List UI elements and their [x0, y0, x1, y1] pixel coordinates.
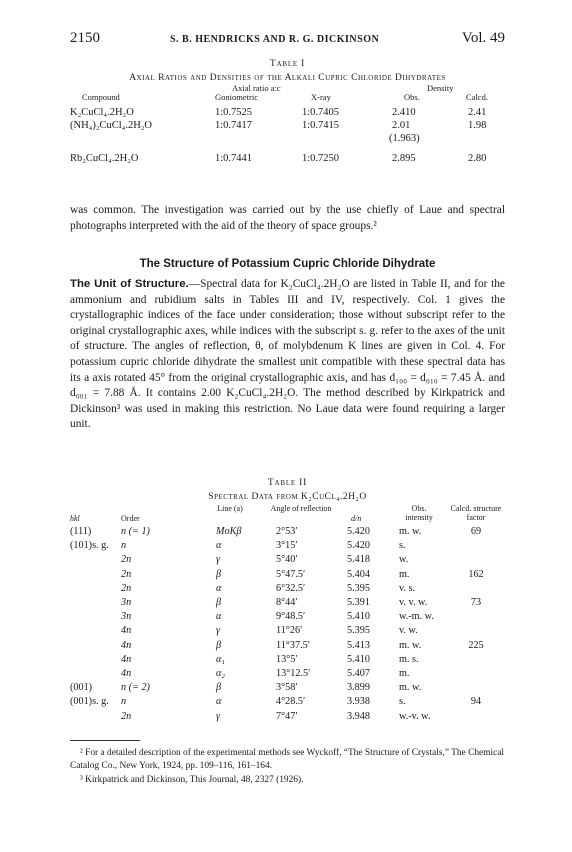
- table-1-density-head: Density: [427, 83, 454, 93]
- t2-cell-order: 3n: [121, 611, 132, 623]
- t2-cell-intensity: m. s.: [399, 653, 419, 665]
- t2-cell-intensity: w.-v. w.: [399, 710, 431, 722]
- table-1: [70, 59, 505, 185]
- t2-cell-angle: 2°53′: [276, 526, 298, 537]
- t2-cell-intensity: v. s.: [399, 582, 416, 594]
- t2-cell-dn: 5.395: [347, 582, 370, 594]
- t2-cell-line: α: [216, 611, 222, 623]
- t1-r2-compound: (NH₄)₂CuCl₄.2H₂O: [70, 120, 153, 131]
- t1-r1-compound: K₂CuCl₄.2H₂O: [70, 107, 134, 118]
- table-2-title: Spectral Data from K₂CuCl₄.2H₂O: [208, 492, 367, 502]
- t1-r1-calcd: 2.41: [468, 107, 487, 118]
- t2-cell-intensity: m. w.: [399, 682, 422, 694]
- t2-cell-dn: 5.404: [347, 568, 370, 580]
- t2-cell-line: α: [216, 582, 222, 594]
- t1-r2-obs-alt: (1.963): [389, 133, 420, 144]
- t2-col-structure: Calcd. structure factor: [450, 504, 502, 522]
- t1-r1-obs: 2.410: [392, 107, 416, 118]
- t2-cell-order: 4n: [121, 639, 132, 651]
- t2-cell-order: 4n: [121, 668, 132, 679]
- footnote-3: ³ Kirkpatrick and Dickinson, This Journal, 48, 2327 (1926).: [80, 775, 304, 785]
- volume-label: Vol. 49: [461, 30, 505, 46]
- t2-cell-angle: 4°28.5′: [276, 696, 306, 708]
- footnotes: [70, 740, 505, 787]
- t2-cell-structure-factor: 73: [470, 597, 482, 608]
- t1-r2-gonio: 1:0.7417: [215, 120, 253, 131]
- t2-col-angle: Angle of reflection: [270, 504, 332, 513]
- t2-cell-intensity: v. v. w.: [399, 597, 428, 608]
- t2-cell-line: α: [216, 696, 222, 708]
- t2-cell-intensity: m. w.: [399, 639, 422, 651]
- paragraph-2: [70, 277, 505, 433]
- t2-cell-line: γ: [216, 625, 221, 637]
- t2-cell-hkl: (001)s. g.: [70, 696, 109, 708]
- t1-r3-obs: 2.895: [392, 153, 416, 164]
- t2-cell-line: β: [216, 597, 222, 608]
- t2-cell-intensity: w.-m. w.: [399, 611, 434, 623]
- t1-r3-calcd: 2.80: [468, 153, 487, 164]
- t2-col-order: Order: [121, 514, 140, 523]
- t2-cell-angle: 11°37.5′: [276, 639, 310, 651]
- t2-cell-order: 4n: [121, 625, 132, 637]
- t2-cell-dn: 3.948: [347, 710, 370, 722]
- t2-cell-intensity: m.: [399, 568, 410, 580]
- t2-cell-order: 4n: [121, 653, 132, 665]
- running-title: S. B. HENDRICKS AND R. G. DICKINSON: [170, 34, 380, 45]
- table-1-col-gonio: Goniometric: [215, 92, 258, 102]
- t2-cell-angle: 3°15′: [276, 540, 298, 552]
- t1-r3-compound: Rb₂CuCl₄.2H₂O: [70, 153, 139, 164]
- t2-cell-dn: 5.420: [347, 526, 370, 537]
- t2-cell-angle: 3°58′: [276, 682, 298, 694]
- table-1-label: Table I: [269, 59, 306, 69]
- t2-cell-line: β: [216, 568, 222, 580]
- t2-col-intensity: Obs. intensity: [405, 504, 433, 522]
- table-2-body: [70, 526, 505, 731]
- t2-cell-line: γ: [216, 710, 221, 722]
- t2-cell-angle: 6°32.5′: [276, 582, 306, 594]
- t2-cell-hkl: (111): [70, 526, 92, 537]
- t2-cell-angle: 11°26′: [276, 625, 303, 637]
- t2-cell-hkl: (101)s. g.: [70, 540, 109, 552]
- t2-cell-order: n (= 1): [121, 526, 150, 537]
- journal-page: [70, 28, 505, 785]
- t2-cell-order: n: [121, 696, 127, 708]
- t2-col-line: Line (a): [217, 504, 243, 513]
- t2-cell-angle: 7°47′: [276, 710, 298, 722]
- t2-cell-line: γ: [216, 554, 221, 566]
- t1-r3-xray: 1:0.7250: [302, 153, 340, 164]
- t2-cell-dn: 5.410: [347, 653, 370, 665]
- paragraph-2-text: —Spectral data for K₂CuCl₄.2H₂O are listed in Table II, and for the ammonium and rubidium salts in Tables III and IV, respectively. Col. 1 gives the crystallographic indices of the face under consideration; those without subscript refer to the original crystallographic axes, while indices with the subscript s. g. refer to the axes of the unit of structure. The angles of reflection, θ, of molybdenum K lines are given in Col. 4. For potassium cupric chloride dihydrate the smallest unit compatible with these spectral data has its a axis rotated 45° from the original crystallographic axis, and has d₁₀₀ = d₀₁₀ = 7.45 Å. and d₀₀₁ = 7.88 Å. It contains 2.00 K₂CuCl₄.2H₂O. The method described by Kirkpatrick and Dickinson³ was used in making this restriction. No Laue data were found requiring a larger unit.: [70, 278, 505, 431]
- footnote-2: ² For a detailed description of the experimental methods see Wyckoff, “The Structure of Crystals,” The Chemical Catalog Co., New York, 1924, pp. 109–116, 161–164.: [70, 748, 504, 771]
- t2-cell-dn: 5.410: [347, 611, 370, 623]
- t2-cell-structure-factor: 69: [470, 526, 482, 537]
- t2-cell-line: β: [216, 639, 222, 651]
- t2-col-hkl: hkl: [70, 514, 80, 523]
- paragraph-1: was common. The investigation was carried out by the use chiefly of Laue and spectral photographs interpreted with the aid of the theory of space groups.²: [70, 204, 505, 232]
- t2-cell-line: α₁: [216, 653, 225, 665]
- t2-cell-intensity: s.: [399, 696, 406, 708]
- t2-cell-intensity: m.: [399, 668, 410, 679]
- t2-cell-order: 3n: [121, 597, 132, 608]
- t2-cell-dn: 5.413: [347, 639, 370, 651]
- table-2-label: Table II: [267, 478, 308, 488]
- t2-cell-intensity: v. w.: [399, 625, 418, 637]
- footnote-rule: [70, 740, 140, 741]
- table-1-title: Axial Ratios and Densities of the Alkali Cupric Chloride Dihydrates: [129, 73, 446, 83]
- t1-r1-gonio: 1:0.7525: [215, 107, 253, 118]
- table-1-col-compound: Compound: [82, 92, 120, 102]
- t2-cell-structure-factor: 225: [468, 639, 484, 651]
- t2-cell-angle: 8°44′: [276, 597, 298, 608]
- t2-cell-line: α: [216, 540, 222, 552]
- t2-cell-angle: 13°12.5′: [276, 668, 311, 679]
- t2-cell-line: MoKβ: [216, 526, 242, 537]
- t2-cell-dn: 3.899: [347, 682, 370, 694]
- t2-cell-line: α₂: [216, 668, 225, 679]
- table-2: [70, 478, 505, 731]
- t2-cell-dn: 5.407: [347, 668, 370, 679]
- t2-cell-angle: 5°40′: [276, 554, 298, 566]
- t2-cell-structure-factor: 94: [470, 696, 482, 708]
- t2-cell-dn: 3.938: [347, 696, 370, 708]
- t1-r3-gonio: 1:0.7441: [215, 153, 253, 164]
- t2-cell-order: 2n: [121, 568, 132, 580]
- t2-cell-dn: 5.391: [347, 597, 370, 608]
- t2-cell-order: 2n: [121, 582, 132, 594]
- t2-cell-order: n: [121, 540, 127, 552]
- t2-cell-intensity: w.: [399, 554, 409, 566]
- t1-r2-xray: 1:0.7415: [302, 120, 340, 131]
- table-1-col-calcd: Calcd.: [466, 92, 488, 102]
- t2-cell-intensity: m. w.: [399, 526, 422, 537]
- t1-r1-xray: 1:0.7405: [302, 107, 340, 118]
- t2-cell-order: 2n: [121, 710, 132, 722]
- t2-cell-angle: 5°47.5′: [276, 568, 306, 580]
- table-1-col-xray: X-ray: [311, 92, 331, 102]
- t1-r2-obs: 2.01: [392, 120, 411, 131]
- t2-cell-dn: 5.418: [347, 554, 370, 566]
- t2-cell-line: β: [216, 682, 222, 694]
- t2-cell-order: 2n: [121, 554, 132, 566]
- t2-cell-structure-factor: 162: [468, 568, 484, 580]
- t2-cell-dn: 5.395: [347, 625, 370, 637]
- t2-cell-dn: 5.420: [347, 540, 370, 552]
- section-title: The Structure of Potassium Cupric Chloride Dihydrate: [139, 258, 436, 270]
- table-1-col-obs: Obs.: [404, 92, 420, 102]
- page-number: 2150: [70, 30, 100, 46]
- t2-cell-order: n (= 2): [121, 682, 150, 694]
- t2-cell-angle: 9°48.5′: [276, 611, 306, 623]
- run-in-heading: The Unit of Structure.: [70, 278, 189, 290]
- page-header: [70, 28, 505, 48]
- t1-r2-calcd: 1.98: [468, 120, 487, 131]
- t2-cell-angle: 13°5′: [276, 653, 298, 665]
- table-1-axial-head: Axial ratio a:c: [232, 83, 281, 93]
- t2-cell-hkl: (001): [70, 682, 93, 694]
- t2-cell-intensity: s.: [399, 540, 406, 552]
- t2-col-dn: d/n: [351, 514, 362, 523]
